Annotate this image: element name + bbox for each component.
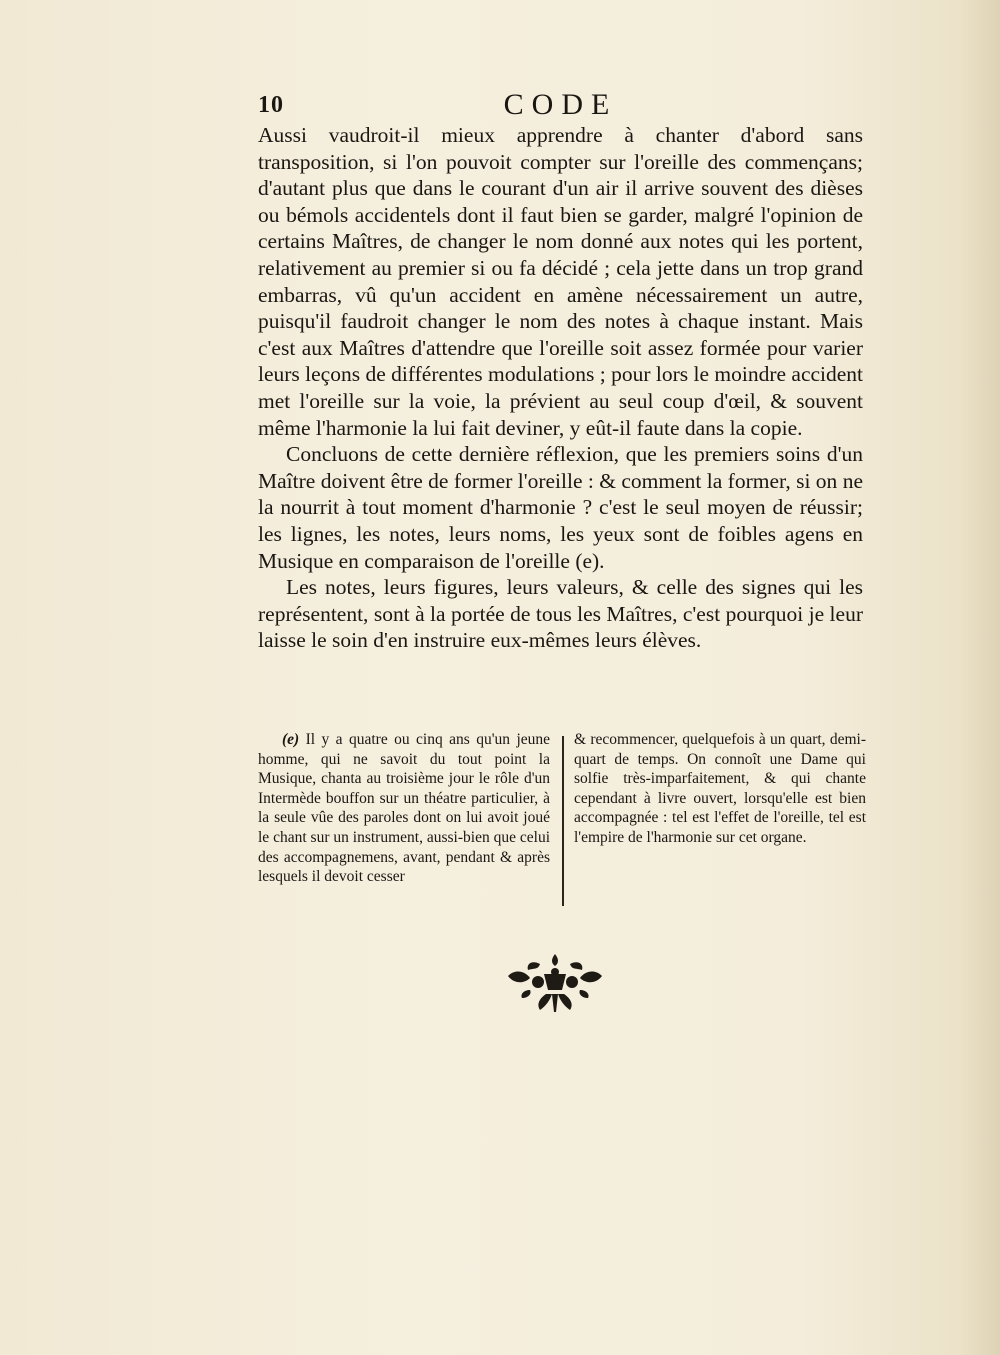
footnote-left-column [258,730,550,887]
page-number: 10 [258,92,284,118]
main-text [258,122,863,654]
paragraph-1: Aussi vaudroit-il mieux apprendre à chanter d'abord sans transposition, si l'on pouvoit compter sur l'oreille des commençans; d'autant plus que dans le courant d'un air il arrive souvent des dièses ou bémols accidentels dont il faut bien se garder, malgré l'opinion de certains Maîtres, de changer le nom donné aux notes qui les portent, relativement au premier si ou fa décidé ; cela jette dans un trop grand embarras, vû qu'un accident en amène nécessairement un autre, puisqu'il faudroit changer le nom des notes à chaque instant. Mais c'est aux Maîtres d'attendre que l'oreille soit assez formée pour varier leurs leçons de différentes modulations ; pour lors le moindre accident met l'oreille sur la voie, la prévient au seul coup d'œil, & souvent même l'harmonie la lui fait deviner, y eût-il faute dans la copie. [258,123,864,440]
footnote-left-text: Il y a quatre ou cinq ans qu'un jeune homme, qui ne savoit du tout point la Musique, chanta au troisième jour le rôle d'un Intermède bouffon sur un théatre particulier, à la seule vûe des paroles dont on lui avoit joué le chant sur un instrument, aussi-bien que celui des accompagnemens, avant, pendant & après lesquels il devoit cesser [258,731,551,886]
page-edge-shadow [960,0,1000,1355]
running-title: CODE [503,88,618,121]
footnote-block [258,730,866,910]
footnote-right-column: & recommencer, quelquefois à un quart, demi-quart de temps. On connoît une Dame qui solfie très-imparfaitement, & qui chante cependant à livre ouvert, lorsqu'elle est bien accompagnée : tel est l'effet de l'oreille, tel est l'empire de l'harmonie sur cet organe. [574,731,866,846]
paragraph-2: Concluons de cette dernière réflexion, que les premiers soins d'un Maître doivent être de former l'oreille : & comment la former, si on ne la nourrit à tout moment d'harmonie ? c'est le seul moyen de réussir; les lignes, les notes, leurs noms, les yeux sont de foibles agens en Musique en comparaison de l'oreille (e). [258,442,863,573]
paragraph-3: Les notes, leurs figures, leurs valeurs, & celle des signes qui les représentent, sont à la portée de tous les Maîtres, c'est pourquoi je leur laisse le soin d'en instruire eux-mêmes leurs élèves. [258,575,863,653]
footnote-marker: (e) [282,731,300,748]
page-header [258,88,863,122]
fleuron-ornament-icon [500,950,610,1020]
column-divider [562,736,564,906]
